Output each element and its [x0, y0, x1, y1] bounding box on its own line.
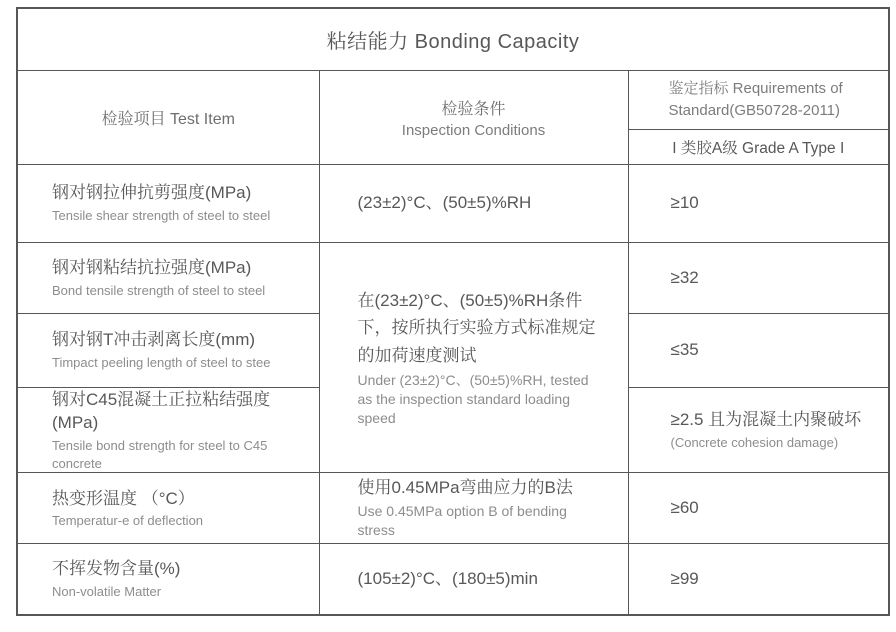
item-name-zh: 钢对C45混凝土正拉粘结强度(MPa)	[52, 389, 271, 433]
bonding-capacity-table	[16, 7, 890, 616]
requirement-value-note: (Concrete cohesion damage)	[670, 434, 839, 450]
condition-cell	[319, 544, 628, 615]
item-name-en: Timpact peeling length of steel to stee	[52, 355, 271, 371]
test-item-cell	[17, 313, 319, 387]
requirement-value-cell	[628, 164, 889, 242]
merged-condition-cell	[319, 242, 628, 473]
condition-text: (105±2)°C、(180±5)min	[357, 569, 538, 589]
header-grade-cell: I 类胶A级 Grade A Type I	[628, 129, 889, 164]
item-name-en: Tensile shear strength of steel to steel	[52, 208, 271, 224]
table-row	[17, 164, 889, 242]
condition-text: (23±2)°C、(50±5)%RH	[357, 193, 532, 213]
requirement-value: ≥10	[670, 193, 699, 213]
header-requirements-line1: 鉴定指标 Requirements of	[668, 79, 843, 97]
requirement-value-cell	[628, 313, 889, 387]
condition-cell	[319, 164, 628, 242]
header-conditions-zh: 检验条件	[441, 100, 506, 118]
header-test-item-cell	[17, 70, 319, 164]
item-name-zh: 钢对钢T冲击剥离长度(mm)	[52, 330, 256, 350]
test-item-cell	[17, 387, 319, 473]
requirement-value: ≥99	[670, 569, 699, 589]
table-title: 粘结能力 Bonding Capacity	[17, 8, 889, 70]
test-item-cell	[17, 164, 319, 242]
header-test-item-label: 检验项目 Test Item	[101, 110, 235, 128]
requirement-value: ≥32	[670, 267, 699, 287]
test-item-cell	[17, 473, 319, 544]
requirement-value: ≥60	[670, 498, 699, 518]
merged-condition-zh: 在(23±2)°C、(50±5)%RH条件下，按所执行实验方式标准规定的加荷速度测试	[357, 291, 596, 365]
item-name-zh: 热变形温度 （°C）	[52, 488, 195, 508]
table-row	[17, 544, 889, 615]
item-name-zh: 不挥发物含量(%)	[52, 559, 181, 579]
test-item-cell	[17, 544, 319, 615]
bonding-capacity-spec-sheet	[16, 7, 888, 613]
condition-en: Use 0.45MPa option B of bending stress	[357, 503, 567, 539]
header-requirements-line2: Standard(GB50728-2011)	[668, 101, 841, 119]
item-name-en: Non-volatile Matter	[52, 584, 162, 600]
item-name-zh: 钢对钢拉伸抗剪强度(MPa)	[52, 183, 252, 203]
header-requirements-cell	[628, 70, 889, 129]
header-inspection-conditions-cell	[319, 70, 628, 164]
item-name-en: Bond tensile strength of steel to steel	[52, 282, 266, 298]
item-name-en: Temperatur-e of deflection	[52, 513, 204, 529]
requirement-value: ≤35	[670, 340, 699, 360]
condition-cell	[319, 473, 628, 544]
requirement-value-cell	[628, 544, 889, 615]
item-name-zh: 钢对钢粘结抗拉强度(MPa)	[52, 257, 252, 277]
requirement-value-cell	[628, 242, 889, 313]
header-conditions-en: Inspection Conditions	[401, 121, 546, 139]
table-row	[17, 242, 889, 313]
merged-condition-en: Under (23±2)°C、(50±5)%RH, tested as the inspection standard loading speed	[357, 371, 589, 426]
condition-zh: 使用0.45MPa弯曲应力的B法	[357, 478, 573, 498]
table-row	[17, 473, 889, 544]
test-item-cell	[17, 242, 319, 313]
requirement-value: ≥2.5 且为混凝土内聚破坏	[670, 410, 862, 430]
requirement-value-cell	[628, 387, 889, 473]
item-name-en: Tensile bond strength for steel to C45 concrete	[52, 438, 268, 471]
requirement-value-cell	[628, 473, 889, 544]
